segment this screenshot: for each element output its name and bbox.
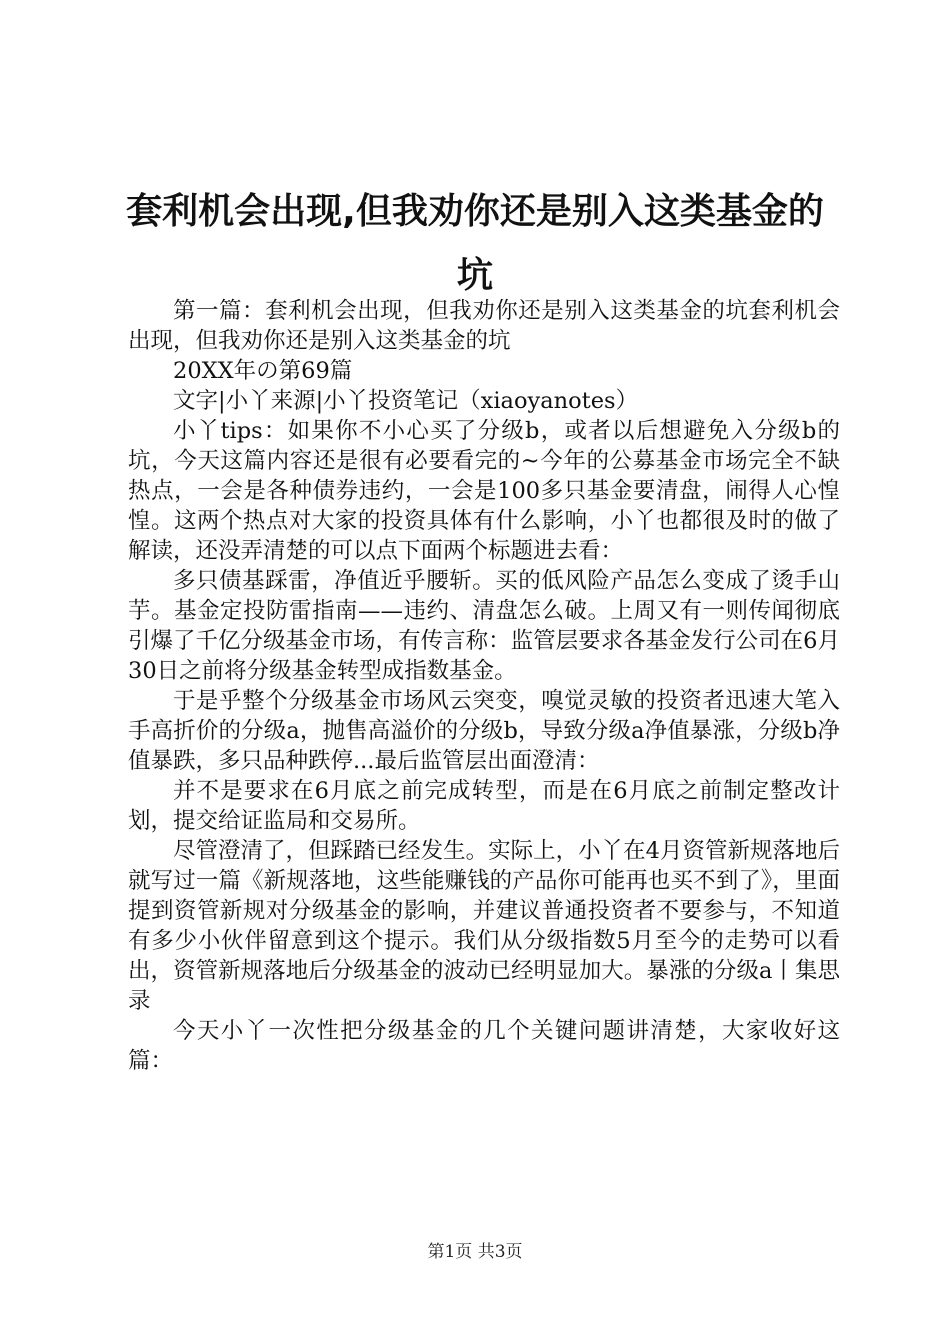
paragraph: 第一篇：套利机会出现，但我劝你还是别入这类基金的坑套利机会出现，但我劝你还是别入这类基金的坑	[128, 298, 840, 354]
page-number-footer: 第1页 共3页	[427, 1242, 523, 1262]
paragraph: 今天小丫一次性把分级基金的几个关键问题讲清楚，大家收好这篇：	[128, 1018, 840, 1074]
document-title: 套利机会出现,但我劝你还是别入这类基金的坑	[126, 191, 824, 296]
paragraph: 尽管澄清了，但踩踏已经发生。实际上，小丫在4月资管新规落地后就写过一篇《新规落地，这些能赚钱的产品你可能再也买不到了》，里面提到资管新规对分级基金的影响，并建议普通投资者不要参与，不知道有多少小伙伴留意到这个提示。我们从分级指数5月至今的走势可以看出，资管新规落地后分级基金的波动已经明显加大。暴涨的分级a丨集思录	[128, 838, 840, 1014]
paragraph: 小丫tips：如果你不小心买了分级b，或者以后想避免入分级b的坑，今天这篇内容还是很有必要看完的~今年的公募基金市场完全不缺热点，一会是各种债券违约，一会是100多只基金要清盘，闹得人心惶惶。这两个热点对大家的投资具体有什么影响，小丫也都很及时的做了解读，还没弄清楚的可以点下面两个标题进去看：	[128, 418, 840, 564]
paragraph: 20XX年の第69篇	[173, 358, 353, 384]
paragraph: 多只债基踩雷，净值近乎腰斩。买的低风险产品怎么变成了烫手山芋。基金定投防雷指南——违约、清盘怎么破。上周又有一则传闻彻底引爆了千亿分级基金市场，有传言称：监管层要求各基金发行公司在6月30日之前将分级基金转型成指数基金。	[128, 568, 840, 684]
paragraph: 并不是要求在6月底之前完成转型，而是在6月底之前制定整改计划，提交给证监局和交易所。	[128, 778, 840, 834]
paragraph: 于是乎整个分级基金市场风云突变，嗅觉灵敏的投资者迅速大笔入手高折价的分级a，抛售高溢价的分级b，导致分级a净值暴涨，分级b净值暴跌，多只品种跌停...最后监管层出面澄清：	[128, 688, 840, 774]
paragraph: 文字|小丫来源|小丫投资笔记（xiaoyanotes）	[173, 388, 639, 414]
document-body	[128, 296, 840, 1076]
